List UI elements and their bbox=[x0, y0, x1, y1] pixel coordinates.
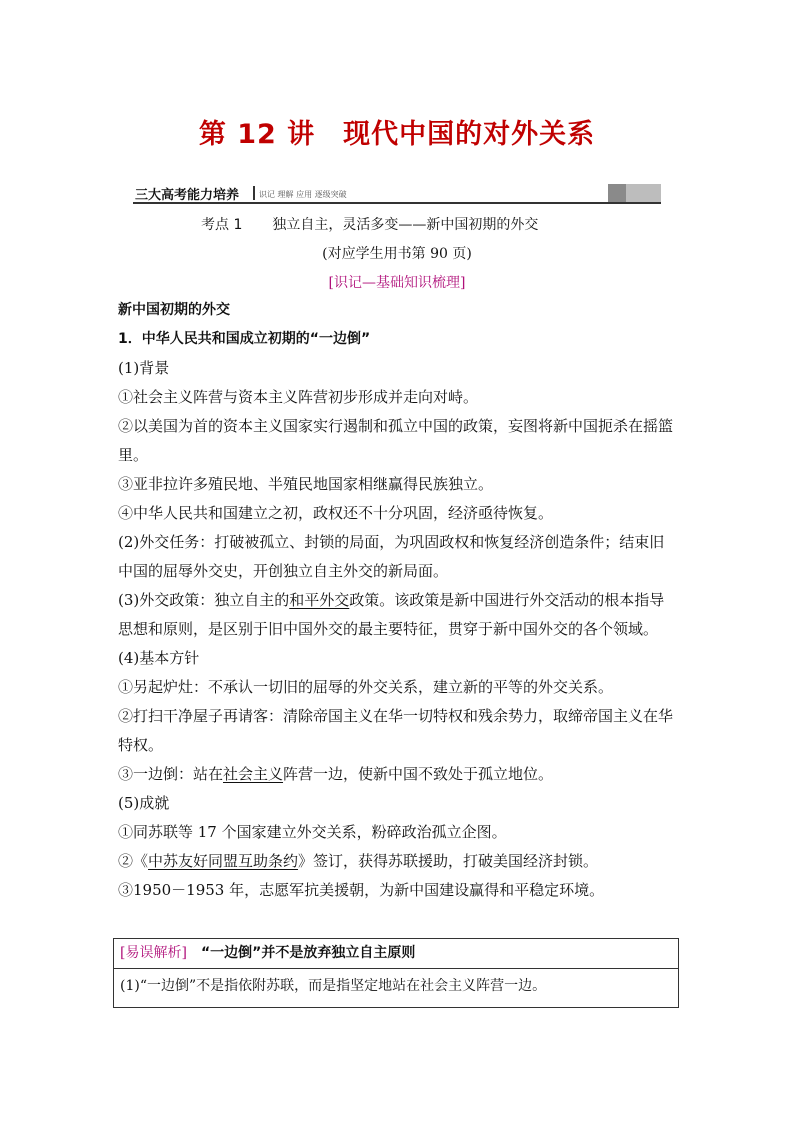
topic-line bbox=[201, 214, 538, 234]
banner-decoration-dark bbox=[608, 184, 626, 202]
paragraph: (2)外交任务：打破被孤立、封锁的局面，为巩固政权和恢复经济创造条件；结束旧中国的屈辱外交史，开创独立自主外交的新局面。 bbox=[118, 533, 665, 580]
text-run: 》签订，获得苏联援助，打破美国经济封锁。 bbox=[298, 852, 599, 870]
tip-heading: “一边倒”并不是放弃独立自主原则 bbox=[200, 945, 416, 961]
underlined-term: 和平外交 bbox=[289, 591, 350, 609]
text-run: ③一边倒：站在 bbox=[118, 765, 224, 783]
tip-tag: [易误解析] bbox=[120, 945, 187, 961]
banner-subtitle: 识记 理解 应用 逐级突破 bbox=[259, 190, 347, 199]
heading-1: 1．中华人民共和国成立初期的“一边倒” bbox=[118, 331, 371, 347]
text-run: 阵营一边，使新中国不致处于孤立地位。 bbox=[283, 765, 554, 783]
tip-body: (1)“一边倒”不是指依附苏联，而是指坚定地站在社会主义阵营一边。 bbox=[120, 978, 547, 994]
paragraph bbox=[118, 586, 678, 644]
section-tag: [识记—基础知识梳理] bbox=[328, 275, 466, 291]
paragraph: ②以美国为首的资本主义国家实行遏制和孤立中国的政策，妄图将新中国扼杀在摇篮里。 bbox=[118, 417, 674, 464]
paragraph bbox=[118, 760, 678, 789]
page-title: 第 12 讲 现代中国的对外关系 bbox=[198, 119, 596, 150]
paragraph: ③亚非拉许多殖民地、半殖民地国家相继赢得民族独立。 bbox=[118, 475, 494, 493]
section-banner bbox=[133, 184, 661, 204]
text-run: ②《 bbox=[118, 852, 149, 870]
banner-decoration-light bbox=[626, 184, 661, 202]
topic-heading: 独立自主，灵活多变——新中国初期的外交 bbox=[272, 217, 539, 233]
text-run: (3)外交政策：独立自主的 bbox=[118, 591, 290, 609]
paragraph: ①社会主义阵营与资本主义阵营初步形成并走向对峙。 bbox=[118, 388, 479, 406]
paragraph bbox=[118, 847, 678, 876]
tip-box bbox=[113, 938, 679, 1008]
paragraph: ②打扫干净屋子再请客：清除帝国主义在华一切特权和残余势力，取缔帝国主义在华特权。 bbox=[118, 707, 674, 754]
underlined-term: 社会主义 bbox=[223, 765, 284, 783]
subheading-achievements: (5)成就 bbox=[118, 794, 170, 812]
underlined-term: 中苏友好同盟互助条约 bbox=[148, 852, 299, 870]
main-content bbox=[118, 296, 678, 905]
paragraph: ①另起炉灶：不承认一切旧的屈辱的外交关系，建立新的平等的外交关系。 bbox=[118, 678, 614, 696]
page-reference: (对应学生用书第 90 页) bbox=[322, 246, 472, 262]
text-run: 政策。该政策是新中国进行外交活动的根本指导思想和原则，是区别于旧中国外交的最主要特征，贯穿于新中国外交的各个领域。 bbox=[118, 591, 665, 638]
paragraph: ④中华人民共和国建立之初，政权还不十分巩固，经济亟待恢复。 bbox=[118, 504, 554, 522]
section-title: 新中国初期的外交 bbox=[118, 302, 230, 318]
subheading-principles: (4)基本方针 bbox=[118, 649, 200, 667]
banner-divider bbox=[253, 186, 255, 200]
tip-header bbox=[114, 939, 678, 969]
paragraph: ①同苏联等 17 个国家建立外交关系，粉碎政治孤立企图。 bbox=[118, 823, 507, 841]
banner-title: 三大高考能力培养 bbox=[135, 188, 240, 203]
subheading-background: (1)背景 bbox=[118, 359, 170, 377]
paragraph: ③1950－1953 年，志愿军抗美援朝，为新中国建设赢得和平稳定环境。 bbox=[118, 881, 605, 899]
topic-label: 考点 1 bbox=[201, 217, 243, 233]
